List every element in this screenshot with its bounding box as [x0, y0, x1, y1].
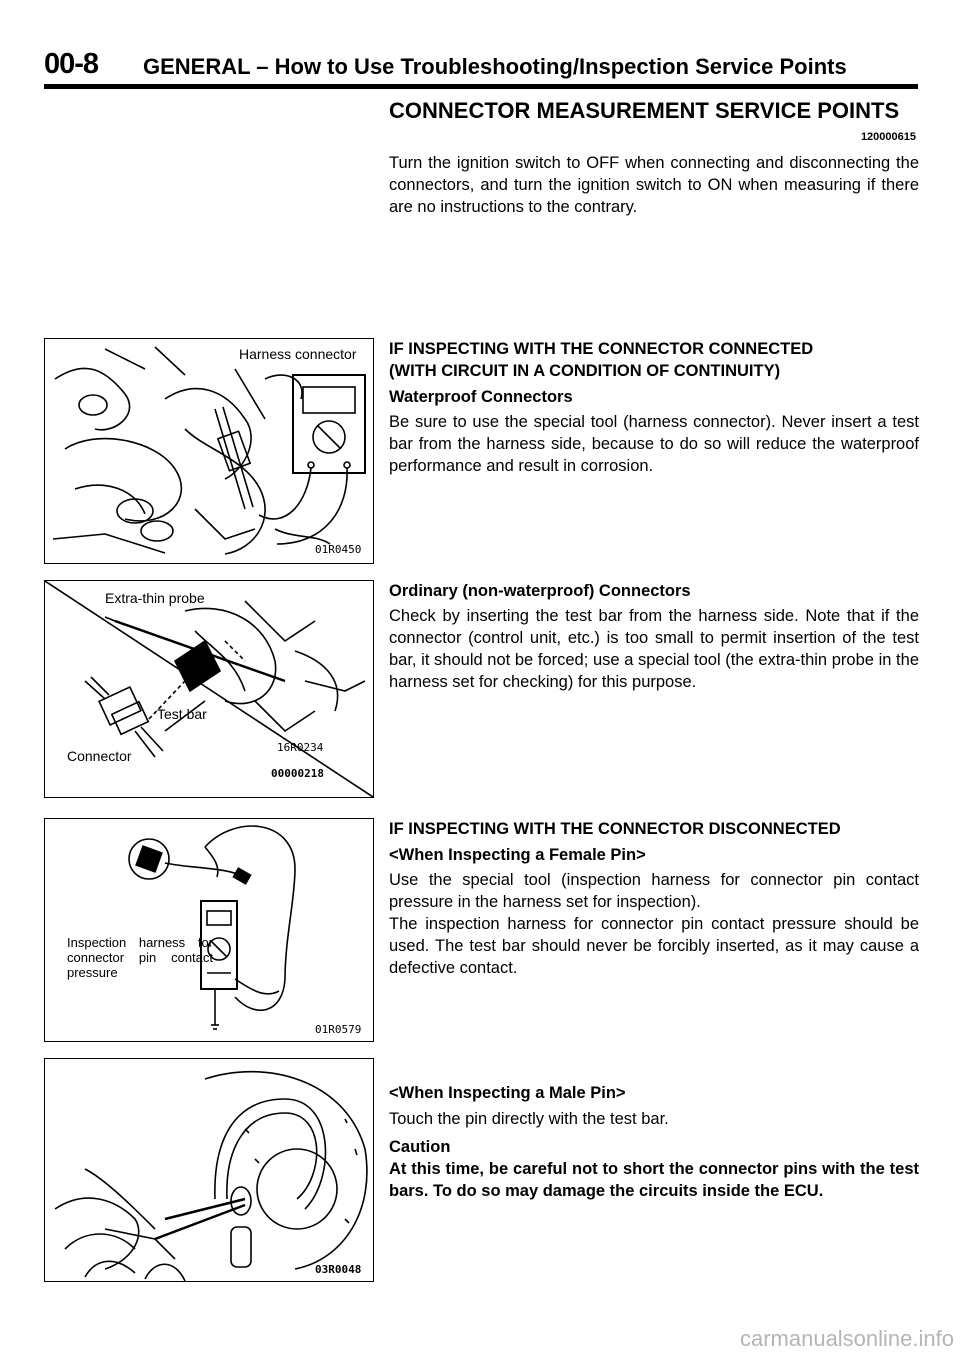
extra-thin-probe-label: Extra-thin probe [105, 590, 205, 606]
section-title: CONNECTOR MEASUREMENT SERVICE POINTS [389, 98, 900, 123]
header-rule [44, 84, 918, 89]
watermark: carmanualsonline.info [739, 1326, 954, 1351]
female-pin-paragraph-1: Use the special tool (inspection harness for connector pin contact pressure in the harness set for inspection). [389, 871, 919, 911]
intro-paragraph: Turn the ignition switch to OFF when connecting and disconnecting the connectors, and turn the ignition switch to ON when measuring if there are no instructions to the contrary. [389, 154, 919, 216]
page-header-title: GENERAL – How to Use Troubleshooting/Inspection Service Points [143, 54, 847, 79]
harness-connector-illustration [45, 339, 373, 563]
connector-label: Connector [67, 748, 132, 764]
caution-heading: Caution [389, 1138, 451, 1156]
male-pin-paragraph: Touch the pin directly with the test bar. [389, 1110, 669, 1128]
waterproof-paragraph: Be sure to use the special tool (harness connector). Never insert a test bar from the harness side, because to do so will reduce the waterproof performance and result in corrosion. [389, 413, 919, 475]
figure-code: 03R0048 [315, 1263, 362, 1276]
harness-connector-label: Harness connector [239, 346, 357, 362]
figure-male-pin-test [44, 1058, 374, 1282]
figure-harness-connector [44, 338, 374, 564]
connected-heading-line2: (WITH CIRCUIT IN A CONDITION OF CONTINUITY) [389, 362, 781, 380]
figure-inspection-harness [44, 818, 374, 1042]
figure-code-1: 16R0234 [277, 741, 324, 754]
extra-thin-probe-illustration [45, 581, 373, 797]
figure-extra-thin-probe [44, 580, 374, 798]
female-pin-heading: <When Inspecting a Female Pin> [389, 846, 646, 864]
ordinary-paragraph: Check by inserting the test bar from the harness side. Note that if the connector (control unit, etc.) is too small to permit insertion of the test bar, it should not be forced; use a special tool (the extra-thin probe in the harness set for checking) for this purpose. [389, 607, 919, 691]
female-pin-paragraph-2: The inspection harness for connector pin contact pressure should be used. The test bar should never be forcibly inserted, as it may cause a defective contact. [389, 915, 919, 977]
waterproof-heading: Waterproof Connectors [389, 388, 573, 406]
male-pin-test-illustration [45, 1059, 373, 1281]
page-number: 00-8 [44, 48, 99, 80]
male-pin-heading: <When Inspecting a Male Pin> [389, 1084, 626, 1102]
figure-code: 01R0579 [315, 1023, 362, 1036]
ordinary-heading: Ordinary (non-waterproof) Connectors [389, 582, 691, 600]
figure-code: 01R0450 [315, 543, 362, 556]
figure-code-2: 00000218 [271, 767, 324, 780]
disconnected-heading: IF INSPECTING WITH THE CONNECTOR DISCONNECTED [389, 820, 841, 838]
connected-heading-line1: IF INSPECTING WITH THE CONNECTOR CONNECTED [389, 340, 814, 358]
inspection-harness-label: Inspection harness for connector pin contact pressure [67, 935, 213, 980]
section-code: 120000615 [860, 131, 916, 143]
caution-paragraph: At this time, be careful not to short the connector pins with the test bars. To do so may damage the circuits inside the ECU. [389, 1160, 919, 1200]
test-bar-label: Test bar [157, 706, 207, 722]
inspection-harness-illustration [45, 819, 373, 1041]
